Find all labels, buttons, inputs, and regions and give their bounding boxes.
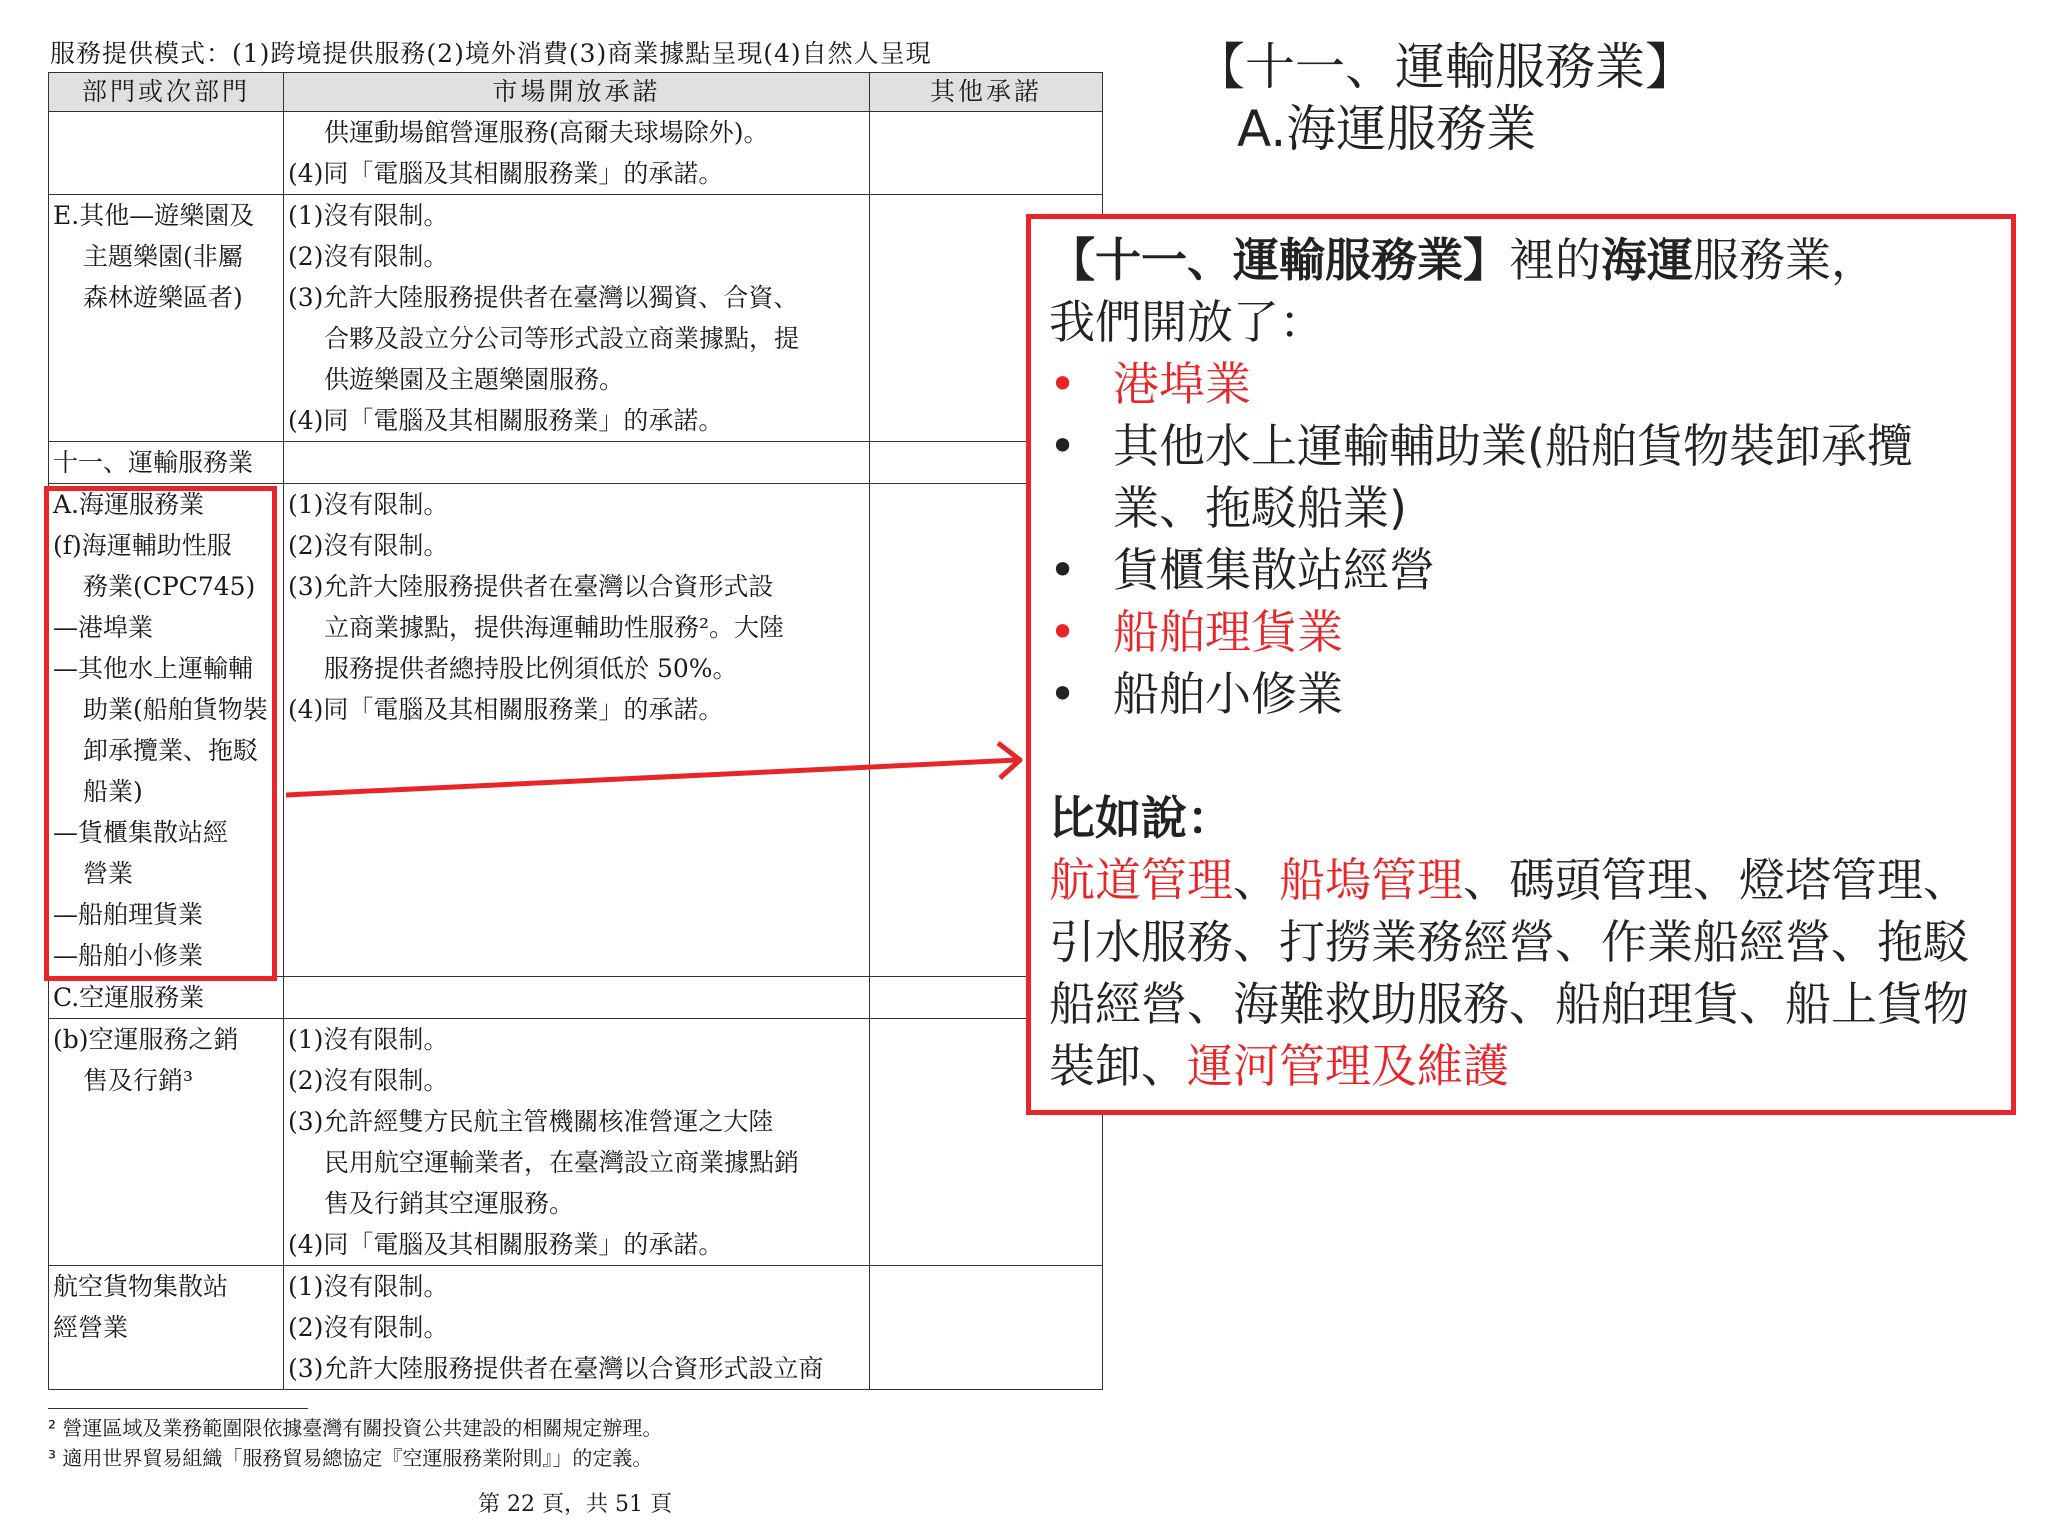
table-section-row [49,442,1103,484]
commitment-line: (2)沒有限制。 [288,242,449,271]
footnote: ³ 適用世界貿易組織「服務貿易總協定『空運服務業附則』」的定義。 [48,1446,653,1470]
commitment-cell [284,442,870,484]
commitment-cell [284,195,870,442]
commitment-line: (2)沒有限制。 [288,531,449,560]
column-header: 市場開放承諾 [284,73,870,112]
sector-line: 森林遊樂區者) [83,283,243,312]
footnote: ² 營運區域及業務範圍限依據臺灣有關投資公共建設的相關規定辦理。 [48,1416,663,1440]
commitment-line: (1)沒有限制。 [288,1025,449,1054]
service-mode-header: 服務提供模式：(1)跨境提供服務(2)境外消費(3)商業據點呈現(4)自然人呈現 [50,39,932,68]
commitment-line: (3)允許大陸服務提供者在臺灣以合資形式設 [288,572,774,601]
commitment-line: (1)沒有限制。 [288,490,449,519]
opened-industries-list [1049,353,1989,725]
other-commitment-cell [870,1266,1103,1390]
sector-line: 售及行銷³ [83,1066,194,1095]
example-item: 船塢管理 [1279,853,1463,907]
sector-line: (b)空運服務之銷 [53,1025,239,1054]
slide-subtitle: A.海運服務業 [1237,100,1537,158]
intro-text: 裡的 [1509,233,1601,287]
list-item: • 貨櫃集散站經營 [1049,539,1989,601]
sector-line: 務業(CPC745) [83,572,256,601]
sector-line: E.其他—遊樂園及 [53,201,255,230]
commitment-cell [284,1266,870,1390]
footnotes [48,1408,1102,1473]
sector-line: —港埠業 [53,613,154,642]
commitment-line: 供運動場館營運服務(高爾夫球場除外)。 [324,118,769,147]
commitment-cell [284,484,870,977]
sector-line: 航空貨物集散站 [53,1272,229,1301]
intro-bold-section: 【十一、運輸服務業】 [1049,233,1509,287]
example-list [1049,849,1989,1097]
sector-cell [49,195,284,442]
table-header-row [49,73,1103,112]
example-item: 運河管理及維護 [1187,1039,1509,1093]
column-header: 其他承諾 [870,73,1103,112]
callout-intro [1049,229,1989,291]
list-item: • 其他水上運輸輔助業(船舶貨物裝卸承攬業、拖駁船業) [1049,415,1989,539]
sector-line: 船業) [83,777,143,806]
table-row [49,484,1103,977]
example-label: 比如說： [1049,791,1233,845]
commitment-line: (4)同「電腦及其相關服務業」的承諾。 [288,406,724,435]
callout-box [1026,214,2016,1115]
sector-line: —船舶小修業 [53,941,204,970]
commitment-cell [284,112,870,195]
sector-cell [49,1266,284,1390]
commitment-line: (2)沒有限制。 [288,1066,449,1095]
list-item: • 港埠業 [1049,353,1989,415]
sector-cell [49,1019,284,1266]
callout-intro-line2: 我們開放了： [1049,295,1325,349]
sector-line: (f)海運輔助性服 [53,531,232,560]
slide-title-block [1195,36,1695,160]
commitment-line: (3)允許大陸服務提供者在臺灣以獨資、合資、 [288,283,799,312]
example-item: 、碼頭管理、燈塔管理、引水服務、打撈業務經營、作業船經營、拖駁船經營、海難救助服務、船舶理貨、船上貨物裝卸、 [1049,853,1969,1093]
commitment-line: (4)同「電腦及其相關服務業」的承諾。 [288,159,724,188]
table-section-row [49,977,1103,1019]
list-item: • 船舶理貨業 [1049,601,1989,663]
example-item: 航道管理 [1049,853,1233,907]
commitment-line: 立商業據點，提供海運輔助性服務²。大陸 [324,613,785,642]
commitment-line: (1)沒有限制。 [288,201,449,230]
table-row [49,1019,1103,1266]
commitment-line: (4)同「電腦及其相關服務業」的承諾。 [288,1230,724,1259]
column-header: 部門或次部門 [49,73,284,112]
table-row [49,112,1103,195]
table-row [49,1266,1103,1390]
commitment-cell [284,1019,870,1266]
sector-line: 助業(船舶貨物裝 [83,695,268,724]
sector-line: —貨櫃集散站經 [53,818,229,847]
commitment-line: (1)沒有限制。 [288,1272,449,1301]
commitment-line: 售及行銷其空運服務。 [324,1189,575,1218]
commitment-line: 民用航空運輸業者，在臺灣設立商業據點銷 [324,1148,800,1177]
table-row [49,195,1103,442]
commitment-line: (4)同「電腦及其相關服務業」的承諾。 [288,695,724,724]
commitment-line: 合夥及設立分公司等形式設立商業據點，提 [324,324,800,353]
sector-cell [49,484,284,977]
section-title: C.空運服務業 [49,977,284,1019]
sector-line: 營業 [83,859,134,888]
intro-bold-maritime: 海運 [1601,233,1693,287]
list-item: • 船舶小修業 [1049,663,1989,725]
example-separator: 、 [1233,853,1279,907]
sector-line: A.海運服務業 [53,490,205,519]
commitment-line: 供遊樂園及主題樂園服務。 [324,365,625,394]
commitment-line: (3)允許經雙方民航主管機關核准營運之大陸 [288,1107,774,1136]
page-number: 第 22 頁，共 51 頁 [478,1492,672,1517]
commitment-table [48,72,1103,1390]
commitment-cell [284,977,870,1019]
section-title: 十一、運輸服務業 [49,442,284,484]
other-commitment-cell [870,112,1103,195]
slide-title: 【十一、運輸服務業】 [1195,38,1695,96]
commitment-line: (2)沒有限制。 [288,1313,449,1342]
commitment-line: 服務提供者總持股比例須低於 50%。 [324,654,738,683]
sector-line: 卸承攬業、拖駁 [83,736,259,765]
footnote-divider [48,1408,308,1409]
sector-line: —船舶理貨業 [53,900,204,929]
sector-cell [49,112,284,195]
sector-line: 經營業 [53,1313,129,1342]
intro-text: 服務業， [1693,233,1877,287]
commitment-line: (3)允許大陸服務提供者在臺灣以合資形式設立商 [288,1354,824,1383]
sector-line: 主題樂園(非屬 [83,242,243,271]
sector-line: —其他水上運輸輔 [53,654,254,683]
